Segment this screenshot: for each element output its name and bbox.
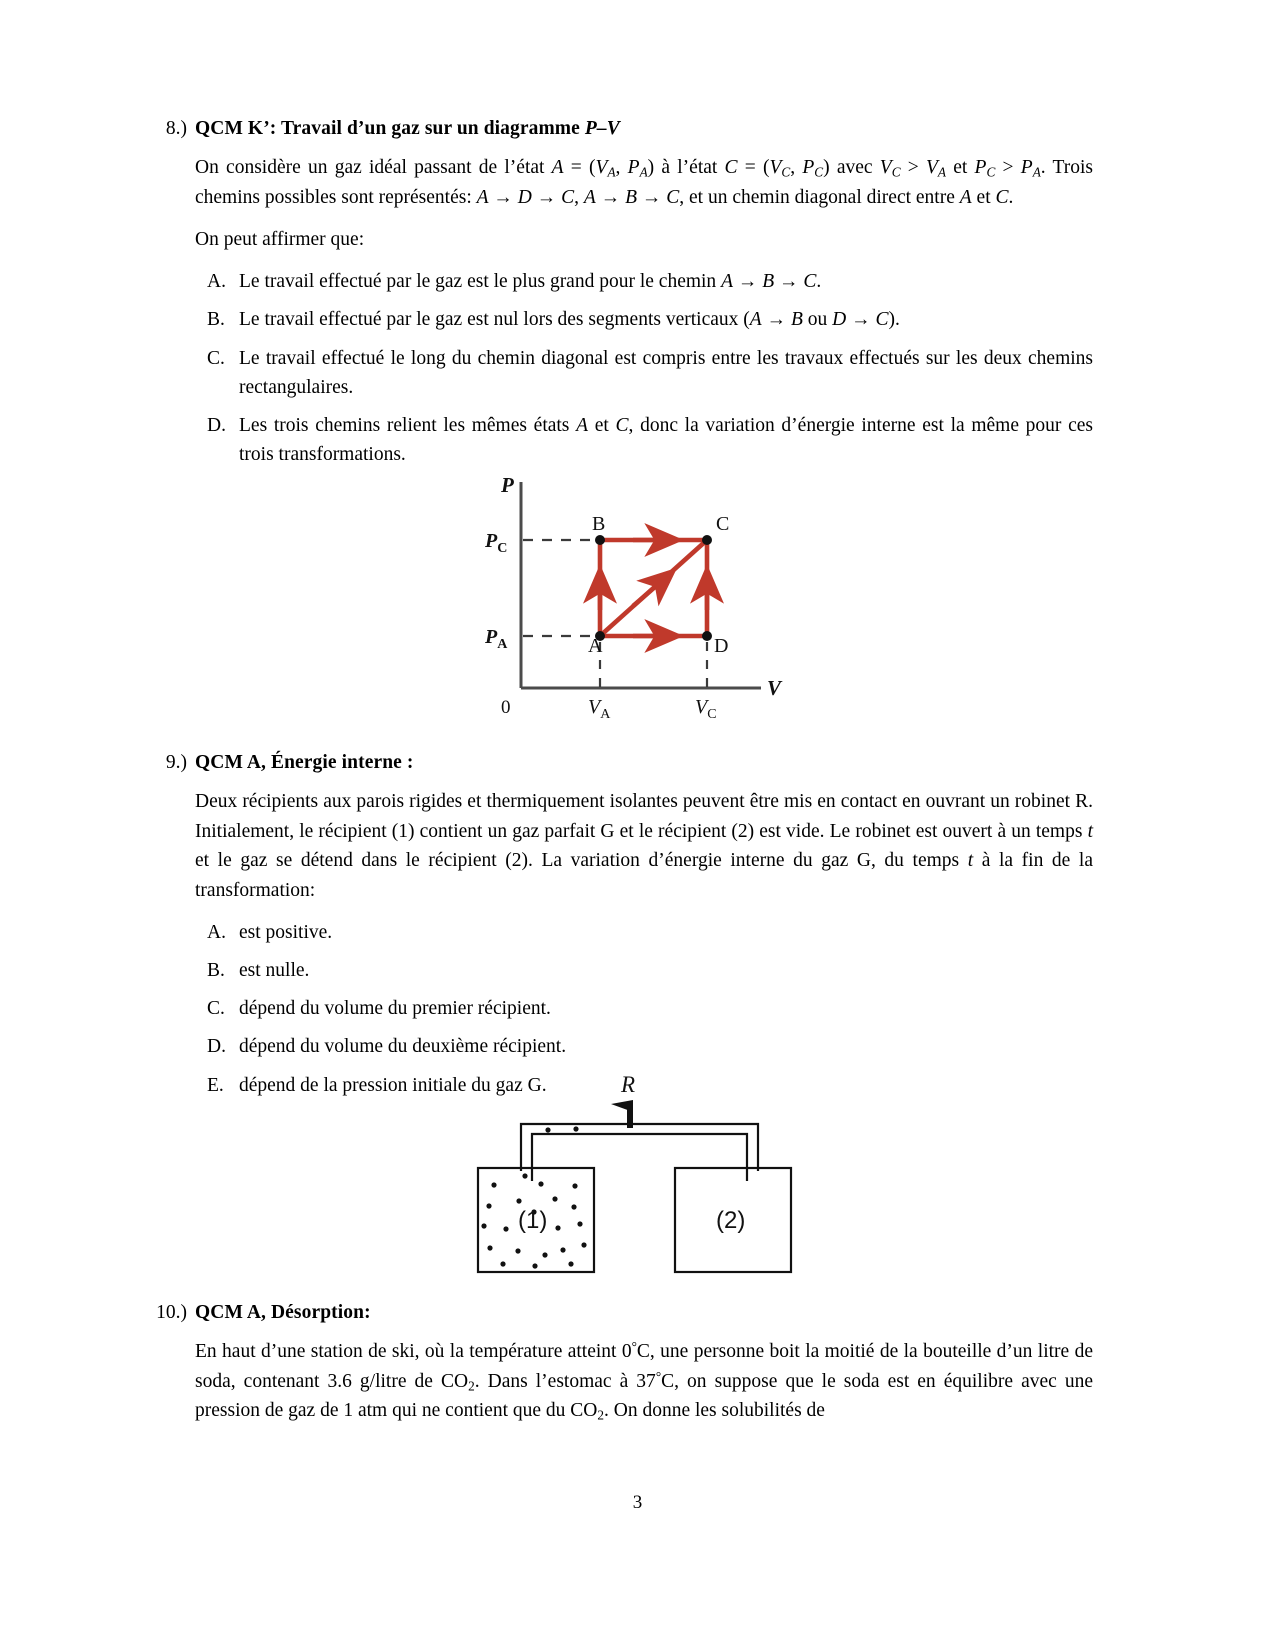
choice-item[interactable] <box>195 411 1093 470</box>
pv-point-label-c: C <box>715 513 729 535</box>
choice-label: D. <box>207 1036 226 1058</box>
choice-text: dépend du volume du premier récipient. <box>239 998 551 1019</box>
question-8-heading <box>148 118 1093 140</box>
question-10-number: 10.) <box>156 1302 187 1323</box>
pv-diagram-figure <box>0 470 1275 720</box>
pv-point-b <box>595 535 605 545</box>
question-8-paragraph-2: On peut affirmer que: <box>195 229 365 251</box>
question-8-statement <box>195 153 1093 255</box>
choice-item[interactable] <box>195 994 1093 1023</box>
choice-text: Le travail effectué par le gaz est nul lors des segments verticaux (A → B ou D → C). <box>239 309 900 331</box>
question-10-statement <box>195 1337 1093 1426</box>
question-8-number: 8.) <box>165 118 187 139</box>
pv-point-label-d: D <box>713 635 728 657</box>
choice-label: E. <box>207 1074 224 1096</box>
choice-item[interactable] <box>195 305 1093 334</box>
question-9-heading <box>148 752 1093 774</box>
question-9 <box>148 752 1093 1100</box>
pv-ytick-pa: $P_A$ <box>484 626 507 652</box>
question-9-title: QCM A, Énergie interne : <box>195 752 414 773</box>
choice-text: Le travail effectué le long du chemin diagonal est compris entre les travaux effectués sur les deux chemins rectangulaires. <box>239 347 1093 398</box>
question-8-paragraph-1: On considère un gaz idéal passant de l’état $A = (V_A$, $P_A$) à l’état $C = (V_C$, $P_C$) avec $V_C > V_A$ et $P_C > P_A$. Trois chemins possibles sont représentés: A → D → C, A → B → C, et un chemin diagonal direct entre A et C. <box>195 157 1094 208</box>
pv-xtick-vc: $V_C$ <box>694 696 717 720</box>
question-8-title <box>195 118 620 140</box>
pv-xtick-va: $V_A$ <box>587 696 610 720</box>
question-9-number: 9.) <box>165 752 187 773</box>
pv-axis-label-p: P <box>500 473 514 497</box>
question-10-heading <box>148 1302 1093 1324</box>
choice-text: dépend de la pression initiale du gaz G. <box>239 1074 547 1096</box>
choice-label: C. <box>207 998 225 1019</box>
pv-ytick-pc: $P_C$ <box>484 530 507 556</box>
pv-point-d <box>702 631 712 641</box>
question-10-title: QCM A, Désorption: <box>195 1302 371 1323</box>
choice-item[interactable] <box>195 918 1093 947</box>
pv-diagram-svg <box>473 470 803 720</box>
choice-label: D. <box>207 415 226 437</box>
question-8 <box>148 118 1093 470</box>
choice-text: est positive. <box>239 921 333 943</box>
choice-label: A. <box>207 921 226 943</box>
vessel-tube-inner <box>532 1134 747 1181</box>
choice-label: B. <box>207 309 225 331</box>
pv-origin-label: 0 <box>500 697 510 718</box>
choice-text: dépend du volume du deuxième récipient. <box>239 1036 567 1058</box>
choice-text: Les trois chemins relient les mêmes états A et C, donc la variation d’énergie interne est la même pour ces trois transformations. <box>239 415 1094 466</box>
pv-point-label-b: B <box>591 513 605 535</box>
choice-item[interactable] <box>195 1032 1093 1061</box>
choice-item[interactable] <box>195 267 1093 296</box>
question-10-paragraph: En haut d’une station de ski, où la température atteint 0°C, une personne boit la moitié de la bouteille d’un litre de soda, contenant 3.6 g/litre de $CO_2$. Dans l’estomac à 37°C, on suppose que le soda est en équilibre avec une pression de gaz de 1 atm qui ne contient que du $CO_2$. On donne les solubilités de <box>195 1339 1093 1424</box>
question-8-choices <box>195 267 1093 470</box>
choice-item[interactable] <box>195 956 1093 985</box>
question-8-title-math: P–V <box>584 118 620 139</box>
gas-particles-icon <box>481 1126 586 1268</box>
choice-item[interactable] <box>195 344 1093 403</box>
choice-text: est nulle. <box>239 959 310 981</box>
vessel-diagram-svg <box>473 1068 803 1283</box>
vessel-diagram-figure <box>0 1068 1275 1283</box>
vessel-two-label: (2) <box>715 1207 745 1234</box>
choice-text: Le travail effectué par le gaz est le plus grand pour le chemin A → B → C. <box>239 271 822 293</box>
choice-label: B. <box>207 959 225 981</box>
vessel-one-label: (1) <box>517 1207 547 1234</box>
pv-axis-label-v: V <box>766 676 781 700</box>
vessel-valve-label: R <box>620 1072 635 1097</box>
question-8-title-prefix: QCM K’: Travail d’un gaz sur un diagramme <box>195 118 585 139</box>
choice-label: A. <box>207 271 226 293</box>
pv-point-label-a: A <box>587 635 602 657</box>
pv-point-c <box>702 535 712 545</box>
choice-label: C. <box>207 347 225 369</box>
pv-arrow-a-c <box>633 580 663 606</box>
question-9-statement <box>195 787 1093 906</box>
page-number: 3 <box>632 1492 643 1513</box>
question-9-paragraph: Deux récipients aux parois rigides et thermiquement isolantes peuvent être mis en contact en ouvrant un robinet R. Initialement, le récipient (1) contient un gaz parfait G et le récipient (2) est vide. Le robinet est ouvert à un temps t et le gaz se détend dans le récipient (2). La variation d’énergie interne du gaz G, du temps t à la fin de la transformation: <box>195 791 1093 901</box>
question-10 <box>148 1302 1093 1426</box>
vessel-tube-outer <box>521 1124 758 1171</box>
